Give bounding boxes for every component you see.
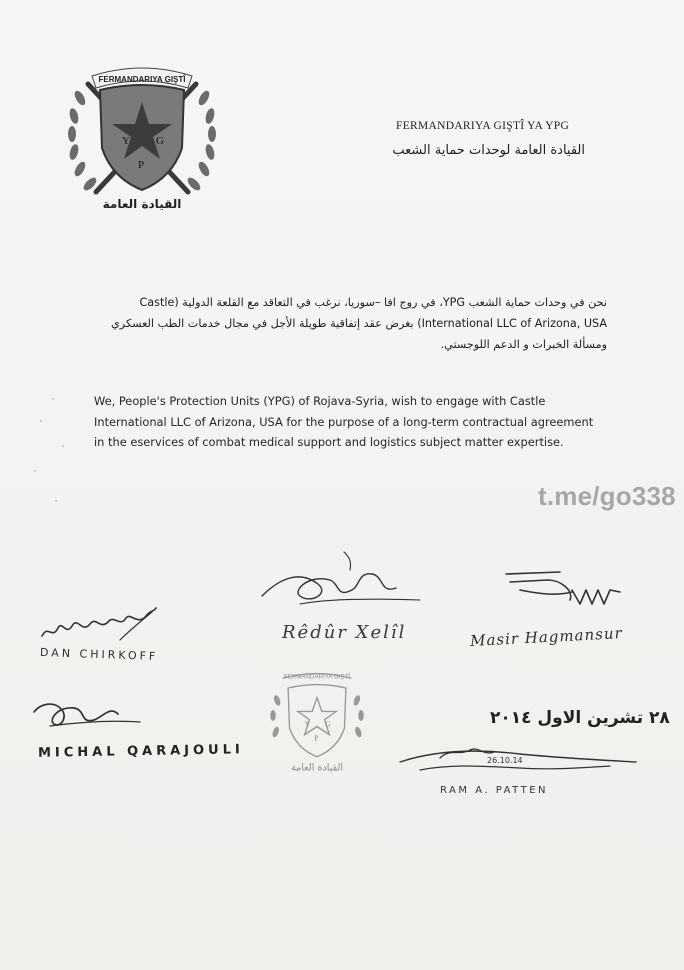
scan-speck (62, 445, 64, 447)
svg-text:Y: Y (304, 719, 311, 729)
ypg-stamp (262, 662, 372, 780)
scan-speck (34, 470, 36, 472)
arabic-paragraph: نحن في وحدات حماية الشعب YPG، في روج افا –سوريا، نرغب في التعاقد مع القلعة الدولية (Castle International LLC of Arizona, USA) بغرض عقد إتفاقية طويلة الأجل في مجال خدمات الطب العسكري ومسألة الخبرات و الدعم اللوجستي. (111, 296, 607, 351)
header-title-arabic: القيادة العامة لوحدات حماية الشعب (392, 143, 585, 158)
handwritten-date-arabic: ٢٨ تشرين الاول ٢٠١٤ (490, 708, 670, 728)
svg-text:FERMANDARIYA GIŞTÎ: FERMANDARIYA GIŞTÎ (98, 75, 186, 84)
svg-text:G: G (156, 135, 164, 147)
signature-name-ram: RAM A. PATTEN (440, 785, 549, 796)
svg-text:G: G (325, 719, 331, 729)
svg-text:القيادة العامة: القيادة العامة (102, 197, 182, 211)
signature-name-masir: Masir Hagmansur (469, 624, 624, 650)
scan-speck (40, 420, 42, 422)
svg-text:FERMANDARIYA GIŞTÎ: FERMANDARIYA GIŞTÎ (283, 673, 351, 681)
header-title-latin: FERMANDARIYA GIŞTÎ YA YPG (396, 120, 570, 132)
english-paragraph: We, People's Protection Units (YPG) of Rojava-Syria, wish to engage with Castle International LLC of Arizona, USA for the purpose of a long-term contractual agreement in the eservices of combat medical support and logistics subject matter expertise. (94, 394, 594, 449)
svg-text:P: P (138, 159, 145, 171)
svg-text:P: P (314, 733, 319, 743)
signature-name-michal: MICHAL QARAJOULI (37, 742, 244, 761)
ypg-emblem-logo (62, 58, 222, 218)
watermark-text: t.me/go338 (538, 481, 676, 511)
scan-speck (52, 398, 54, 400)
svg-text:القيادة العامة: القيادة العامة (290, 762, 344, 774)
svg-text:Y: Y (122, 135, 130, 147)
handwritten-date-small: 26.10.14 (487, 756, 523, 765)
scan-speck (55, 500, 57, 502)
signature-name-dan: DAN CHIRKOFF (39, 645, 159, 664)
signature-name-redur: Rêdûr Xelîl (282, 622, 407, 643)
